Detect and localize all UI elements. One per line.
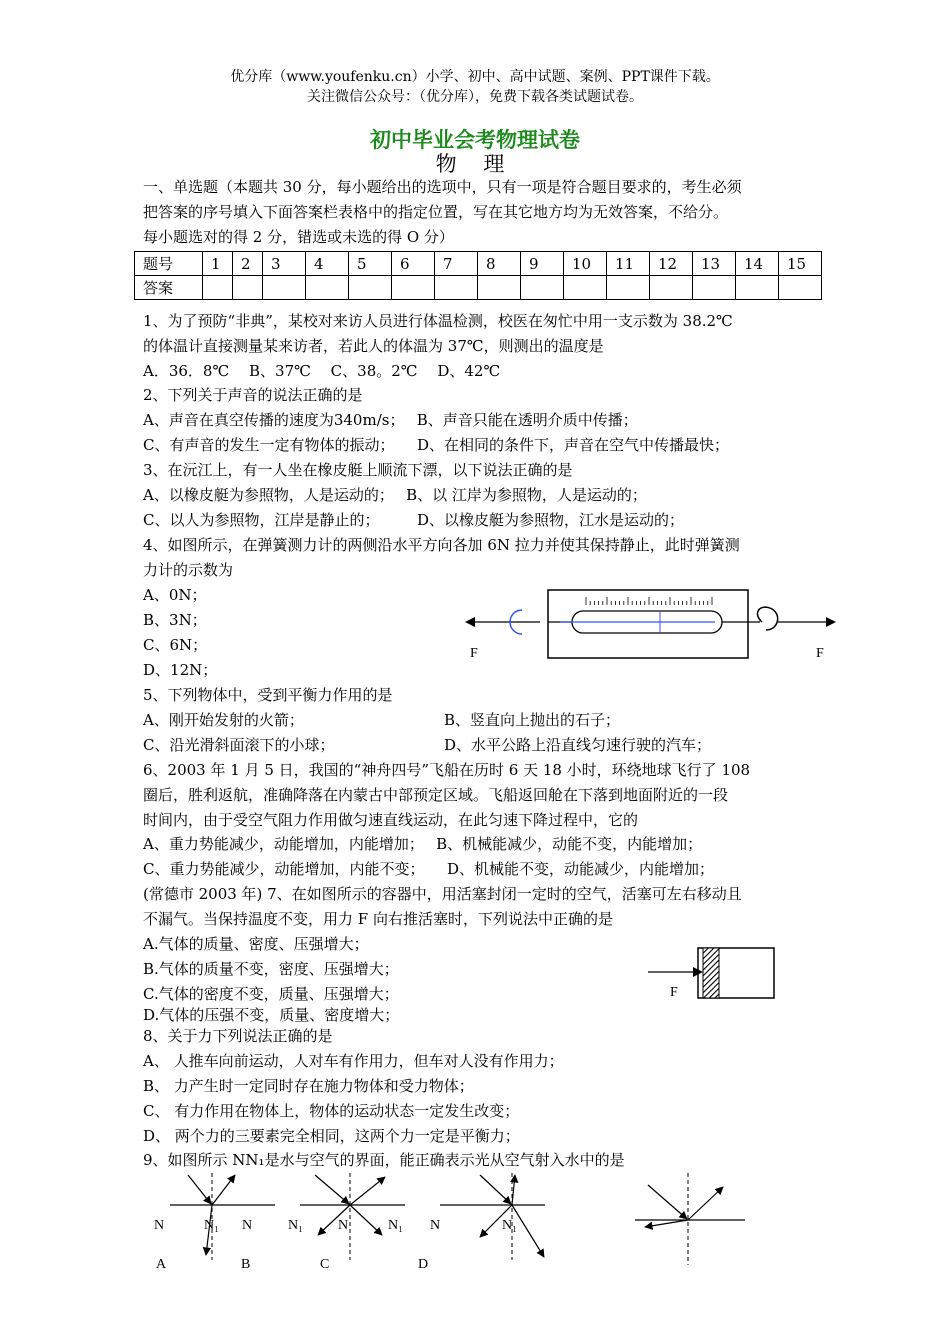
scale-ticks: [586, 597, 712, 605]
q4-option-d: D、12N；: [143, 661, 218, 679]
fig-label: N₁: [502, 1218, 517, 1233]
answer-cell[interactable]: [650, 276, 693, 300]
q5-option-a: A、刚开始发射的火箭；: [143, 711, 304, 729]
header-line-2: 关注微信公众号：（优分库），免费下载各类试题试卷。: [307, 89, 643, 105]
q5-stem: 5、下列物体中，受到平衡力作用的是: [143, 686, 393, 704]
table-number-cell: 5: [349, 252, 392, 276]
scale-housing: [548, 590, 748, 658]
force-label-right: F: [816, 646, 824, 661]
q2-options-ab: A、声音在真空传播的速度为340m/s； B、声音只能在透明介质中传播；: [143, 411, 638, 429]
table-number-cell: 7: [435, 252, 478, 276]
table-number-cell: 11: [607, 252, 650, 276]
table-number-cell: 8: [478, 252, 521, 276]
table-number-cell: 14: [736, 252, 779, 276]
page-subtitle: 物 理: [435, 152, 515, 176]
q8-stem: 8、关于力下列说法正确的是: [143, 1027, 333, 1045]
option-label-b: B: [241, 1257, 251, 1272]
answer-cell[interactable]: [693, 276, 736, 300]
q3-options-ab: A、以橡皮艇为参照物，人是运动的； B、以 江岸为参照物，人是运动的；: [143, 486, 647, 504]
answer-cell[interactable]: [392, 276, 435, 300]
force-label-left: F: [470, 646, 478, 661]
answer-cell[interactable]: [233, 276, 263, 300]
q3-stem: 3、在沅江上，有一人坐在橡皮艇上顺流下漂，以下说法正确的是: [143, 461, 573, 479]
option-label-a: A: [156, 1257, 167, 1272]
fig-label: N: [430, 1218, 441, 1233]
q7-option-a: A.气体的质量、密度、压强增大；: [143, 935, 369, 953]
q6-options-cd: C、重力势能减少，动能增加，内能不变； D、机械能不变，动能减少，内能增加；: [143, 860, 715, 878]
q4-option-c: C、6N；: [143, 636, 208, 654]
table-number-cell: 2: [233, 252, 263, 276]
push-force-label: F: [670, 985, 678, 1000]
q1-options: A．36．8℃ B、37℃ C、38。2℃ D、42℃: [143, 362, 501, 380]
answer-cell[interactable]: [263, 276, 306, 300]
q6-line-1: 6、2003 年 1 月 5 日，我国的“神舟四号”飞船在历时 6 天 18 小时，环绕地球飞行了 108: [143, 761, 751, 779]
answer-cell[interactable]: [306, 276, 349, 300]
q4-option-b: B、3N；: [143, 611, 207, 629]
q7-option-c: C.气体的密度不变，质量、压强增大；: [143, 985, 399, 1003]
right-hook-icon: [757, 607, 777, 630]
fig-label: N₁: [204, 1218, 219, 1233]
option-label-d: D: [418, 1257, 429, 1272]
fig-label: N₁: [388, 1218, 403, 1233]
q7-option-d: D.气体的压强不变，质量、密度增大；: [143, 1006, 400, 1024]
spring-scale-figure: [460, 585, 840, 665]
q4-option-a: A、0N；: [143, 586, 207, 604]
answer-cell[interactable]: [736, 276, 779, 300]
q3-options-cd: C、以人为参照物，江岸是静止的； D、以橡皮艇为参照物，江水是运动的；: [143, 511, 685, 529]
q4-line-2: 力计的示数为: [143, 561, 234, 579]
fig-label: N₁: [288, 1218, 303, 1233]
piston: [703, 948, 719, 998]
q7-line-1: (常德市 2003 年) 7、在如图所示的容器中，用活塞封闭一定时的空气，活塞可左右移动且: [143, 885, 742, 903]
figure-c: [300, 1173, 405, 1260]
table-number-cell: 6: [392, 252, 435, 276]
page-title: 初中毕业会考物理试卷: [370, 127, 580, 152]
answer-table: [134, 251, 822, 300]
table-number-cell: 9: [521, 252, 564, 276]
figure-d: [440, 1173, 545, 1260]
table-number-cell: 4: [306, 252, 349, 276]
answer-cell[interactable]: [521, 276, 564, 300]
section1-line-3: 每小题选对的得 2 分，错选或未选的得 O 分）: [143, 228, 454, 246]
table-row-numbers: [135, 252, 822, 276]
table-number-cell: 10: [564, 252, 607, 276]
answer-cell[interactable]: [349, 276, 392, 300]
q9-stem: 9、如图所示 NN₁是水与空气的界面，能正确表示光从空气射入水中的是: [143, 1151, 625, 1169]
section1-line-1: 一、单选题（本题共 30 分，每小题给出的选项中，只有一项是符合题目要求的，考生必须: [143, 178, 742, 196]
q6-line-2: 圈后，胜利返航，准确降落在内蒙古中部预定区域。飞船返回舱在下落到地面附近的一段: [143, 786, 729, 804]
q2-options-cd: C、有声音的发生一定有物体的振动； D、在相同的条件下，声音在空气中传播最快；: [143, 436, 730, 454]
table-number-cell: 12: [650, 252, 693, 276]
arrow-right-icon: [826, 617, 836, 627]
table-row-answers: [135, 276, 822, 300]
q1-line-2: 的体温计直接测量某来访者，若此人的体温为 37℃，则测出的温度是: [143, 337, 604, 355]
table-number-cell: 3: [263, 252, 306, 276]
q5-option-d: D、水平公路上沿直线匀速行驶的汽车；: [444, 736, 712, 754]
answer-cell[interactable]: [478, 276, 521, 300]
q6-options-ab: A、重力势能减少，动能增加，内能增加； B、机械能减少，动能不变，内能增加；: [143, 835, 703, 853]
q5-option-b: B、竖直向上抛出的石子；: [444, 711, 621, 729]
table-number-cell: 13: [693, 252, 736, 276]
answer-cell[interactable]: [779, 276, 822, 300]
refraction-figures: [140, 1165, 760, 1280]
q6-line-3: 时间内，由于受空气阻力作用做匀速直线运动，在此匀速下降过程中，它的: [143, 811, 639, 829]
q8-option-c: C、 有力作用在物体上，物体的运动状态一定发生改变；: [143, 1102, 520, 1120]
section1-line-2: 把答案的序号填入下面答案栏表格中的指定位置，写在其它地方均为无效答案，不给分。: [143, 203, 729, 221]
table-number-cell: 1: [203, 252, 233, 276]
figure-extra: [635, 1173, 745, 1265]
q5-option-c: C、沿光滑斜面滚下的小球；: [143, 736, 335, 754]
fig-label: N: [242, 1218, 253, 1233]
figure-a: [170, 1173, 275, 1260]
answer-cell[interactable]: [203, 276, 233, 300]
option-label-c: C: [320, 1257, 330, 1272]
fig-label: N: [338, 1218, 349, 1233]
table-header-cell: 题号: [135, 252, 203, 276]
fig-label: N: [154, 1218, 165, 1233]
q7-option-b: B.气体的质量不变，密度、压强增大；: [143, 960, 399, 978]
q4-line-1: 4、如图所示，在弹簧测力计的两侧沿水平方向各加 6N 拉力并使其保持静止，此时弹簧测: [143, 536, 740, 554]
q2-stem: 2、下列关于声音的说法正确的是: [143, 386, 363, 404]
piston-figure: [640, 942, 780, 1004]
arrow-left-icon: [465, 617, 475, 627]
q8-option-b: B、 力产生时一定同时存在施力物体和受力物体；: [143, 1077, 474, 1095]
q8-option-a: A、 人推车向前运动，人对车有作用力，但车对人没有作用力；: [143, 1052, 564, 1070]
answer-cell[interactable]: [607, 276, 650, 300]
answer-cell[interactable]: [435, 276, 478, 300]
q7-line-2: 不漏气。当保持温度不变，用力 F 向右推活塞时，下列说法中正确的是: [143, 910, 613, 928]
q1-line-1: 1、为了预防“非典”，某校对来访人员进行体温检测，校医在匆忙中用一支示数为 38.2℃: [143, 312, 733, 330]
answer-cell[interactable]: [564, 276, 607, 300]
table-number-cell: 15: [779, 252, 822, 276]
table-header-cell: 答案: [135, 276, 203, 300]
q8-option-d: D、 两个力的三要素完全相同，这两个力一定是平衡力；: [143, 1127, 520, 1145]
header-line-1: 优分库（www.youfenku.cn）小学、初中、高中试题、案例、PPT课件下载。: [230, 69, 720, 85]
